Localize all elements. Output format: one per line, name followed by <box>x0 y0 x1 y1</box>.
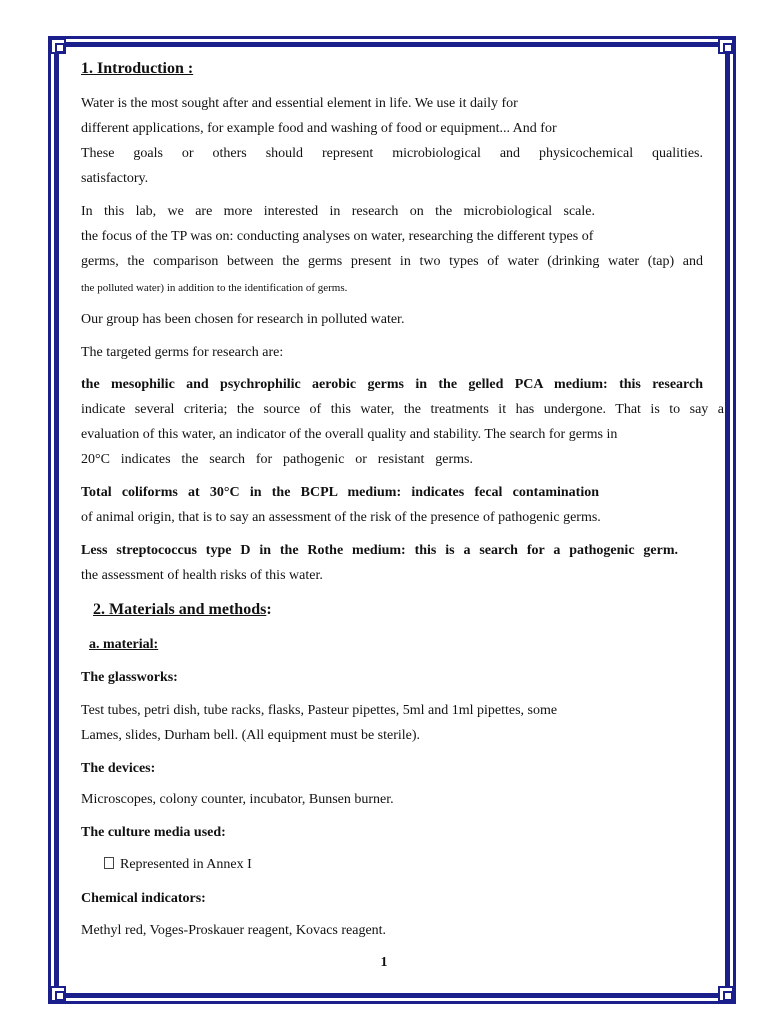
corner-ornament-bottom-left <box>50 986 66 1002</box>
intro-paragraph-6-line-1: Total coliforms at 30°C in the BCPL medium: indicates fecal contamination <box>81 485 599 500</box>
intro-paragraph-2-line-1: In this lab, we are more interested in research on the microbiological scale. <box>81 204 595 219</box>
chemical-indicators-label: Chemical indicators: <box>81 891 206 906</box>
introduction-heading: 1. Introduction : <box>81 60 194 77</box>
culture-media-label: The culture media used: <box>81 825 226 840</box>
intro-paragraph-5-line-2: indicate several criteria; the source of this water, the treatments it has undergone. That is to say a <box>81 402 724 417</box>
materials-methods-heading <box>93 601 272 619</box>
corner-ornament-top-right <box>718 38 734 54</box>
intro-paragraph-1-line-1: Water is the most sought after and essential element in life. We use it daily for <box>81 96 518 111</box>
intro-paragraph-5-line-1: the mesophilic and psychrophilic aerobic germs in the gelled PCA medium: this research <box>81 377 703 392</box>
intro-paragraph-5-line-3: evaluation of this water, an indicator of the overall quality and stability. The search for germs in <box>81 427 618 442</box>
bullet-icon <box>104 857 114 869</box>
intro-paragraph-5-line-4: 20°C indicates the search for pathogenic or resistant germs. <box>81 452 473 467</box>
devices-label: The devices: <box>81 761 156 776</box>
intro-paragraph-7-line-1: Less streptococcus type D in the Rothe medium: this is a search for a pathogenic germ. <box>81 543 678 558</box>
intro-paragraph-2-line-4: the polluted water) in addition to the identification of germs. <box>81 282 348 294</box>
intro-paragraph-1-line-2: different applications, for example food and washing of food or equipment... And for <box>81 121 557 136</box>
intro-paragraph-1-line-4: satisfactory. <box>81 171 149 186</box>
culture-media-text: Represented in Annex I <box>120 857 252 872</box>
materials-methods-heading-colon: : <box>266 601 272 618</box>
intro-paragraph-2-line-2: the focus of the TP was on: conducting analyses on water, researching the different types of <box>81 229 594 244</box>
corner-ornament-top-left <box>50 38 66 54</box>
materials-methods-heading-text: 2. Materials and methods <box>93 601 267 618</box>
corner-ornament-bottom-right <box>718 986 734 1002</box>
material-subheading: a. material: <box>89 637 159 652</box>
devices-text: Microscopes, colony counter, incubator, Bunsen burner. <box>81 792 394 807</box>
chemical-indicators-text: Methyl red, Voges-Proskauer reagent, Kovacs reagent. <box>81 923 387 938</box>
page-number: 1 <box>380 955 388 970</box>
intro-paragraph-4: The targeted germs for research are: <box>81 345 284 360</box>
intro-paragraph-3: Our group has been chosen for research in polluted water. <box>81 312 405 327</box>
glassworks-text-line-2: Lames, slides, Durham bell. (All equipment must be sterile). <box>81 728 421 743</box>
intro-paragraph-2-line-3: germs, the comparison between the germs present in two types of water (drinking water (tap) and <box>81 254 703 269</box>
intro-paragraph-6-line-2: of animal origin, that is to say an assessment of the risk of the presence of pathogenic germs. <box>81 510 601 525</box>
intro-paragraph-1-line-3: These goals or others should represent microbiological and physicochemical qualities. <box>81 146 703 161</box>
glassworks-text-line-1: Test tubes, petri dish, tube racks, flasks, Pasteur pipettes, 5ml and 1ml pipettes, some <box>81 703 558 718</box>
intro-paragraph-7-line-2: the assessment of health risks of this water. <box>81 568 323 583</box>
culture-media-item <box>104 856 252 874</box>
glassworks-label: The glassworks: <box>81 670 178 685</box>
